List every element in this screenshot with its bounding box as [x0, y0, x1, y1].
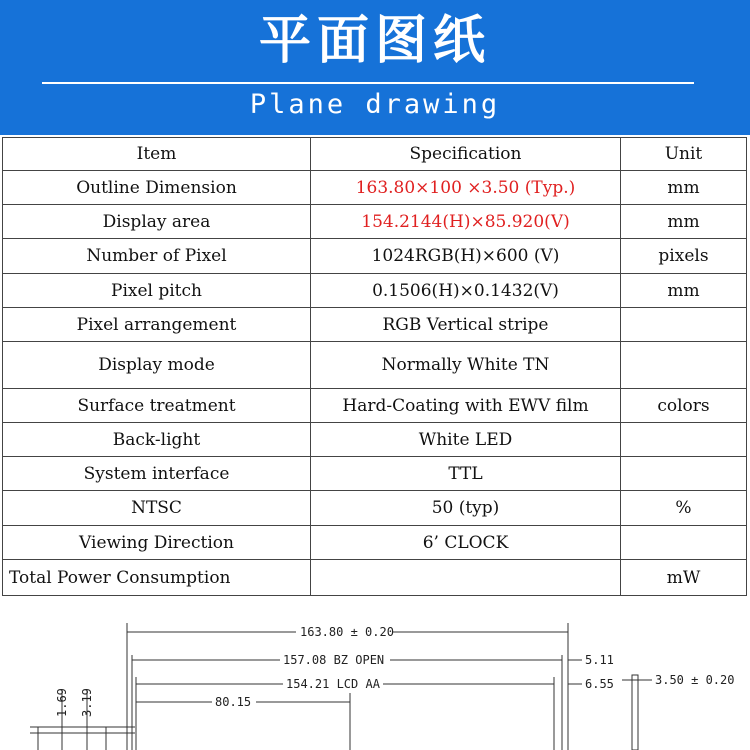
page-subtitle: Plane drawing — [249, 89, 501, 120]
table-row — [3, 342, 747, 389]
dim-offset-label: 80.15 — [215, 695, 252, 709]
row-unit: % — [621, 491, 747, 526]
dim-right-a-label: 5.11 — [585, 653, 614, 667]
dim-right-b-label: 6.55 — [585, 677, 614, 691]
row-item: Total Power Consumption — [3, 560, 311, 596]
row-item: Display mode — [3, 342, 311, 389]
row-unit — [621, 423, 747, 457]
row-item: Number of Pixel — [3, 239, 311, 274]
row-unit: mm — [621, 274, 747, 308]
row-unit: mW — [621, 560, 747, 596]
row-item: Viewing Direction — [3, 526, 311, 560]
row-spec: 0.1506(H)×0.1432(V) — [311, 274, 621, 308]
row-item: Pixel pitch — [3, 274, 311, 308]
row-unit: mm — [621, 171, 747, 205]
row-unit — [621, 342, 747, 389]
table-header-row — [3, 138, 747, 171]
dim-left-b-label: 3.19 — [80, 688, 94, 717]
header-item: Item — [3, 138, 311, 171]
row-item: System interface — [3, 457, 311, 491]
header-unit: Unit — [621, 138, 747, 171]
dim-bz-label: 157.08 BZ OPEN — [283, 653, 385, 667]
header-specification: Specification — [311, 138, 621, 171]
table-row — [3, 308, 747, 342]
table-row — [3, 457, 747, 491]
table-row — [3, 491, 747, 526]
table-row — [3, 171, 747, 205]
row-unit: mm — [621, 205, 747, 239]
row-item: Surface treatment — [3, 389, 311, 423]
dim-outline-label: 163.80 ± 0.20 — [300, 625, 394, 639]
row-spec: White LED — [311, 423, 621, 457]
plane-drawing — [0, 605, 750, 750]
specification-table — [2, 137, 747, 596]
page-title: 平面图纸 — [258, 11, 491, 71]
title-divider — [42, 82, 694, 84]
row-unit — [621, 526, 747, 560]
table-row — [3, 526, 747, 560]
row-unit: pixels — [621, 239, 747, 274]
row-spec: 6’ CLOCK — [311, 526, 621, 560]
table-row — [3, 205, 747, 239]
row-spec: Normally White TN — [311, 342, 621, 389]
side-profile — [632, 675, 638, 750]
row-spec: Hard-Coating with EWV film — [311, 389, 621, 423]
dim-left-a-label: 1.69 — [55, 688, 69, 717]
dim-thickness-label: 3.50 ± 0.20 — [655, 673, 735, 687]
header-banner — [0, 0, 750, 135]
row-item: Back-light — [3, 423, 311, 457]
table-row — [3, 274, 747, 308]
row-unit — [621, 457, 747, 491]
row-spec: 154.2144(H)×85.920(V) — [311, 205, 621, 239]
row-unit — [621, 308, 747, 342]
row-spec: 1024RGB(H)×600 (V) — [311, 239, 621, 274]
table-row — [3, 239, 747, 274]
table-row — [3, 423, 747, 457]
row-spec: 163.80×100 ×3.50 (Typ.) — [311, 171, 621, 205]
table-row — [3, 389, 747, 423]
dim-aa-label: 154.21 LCD AA — [286, 677, 380, 691]
row-item: NTSC — [3, 491, 311, 526]
row-item: Pixel arrangement — [3, 308, 311, 342]
row-unit: colors — [621, 389, 747, 423]
row-spec: RGB Vertical stripe — [311, 308, 621, 342]
row-spec: 50 (typ) — [311, 491, 621, 526]
row-item: Outline Dimension — [3, 171, 311, 205]
row-item: Display area — [3, 205, 311, 239]
row-spec: TTL — [311, 457, 621, 491]
row-spec — [311, 560, 621, 596]
table-row — [3, 560, 747, 596]
